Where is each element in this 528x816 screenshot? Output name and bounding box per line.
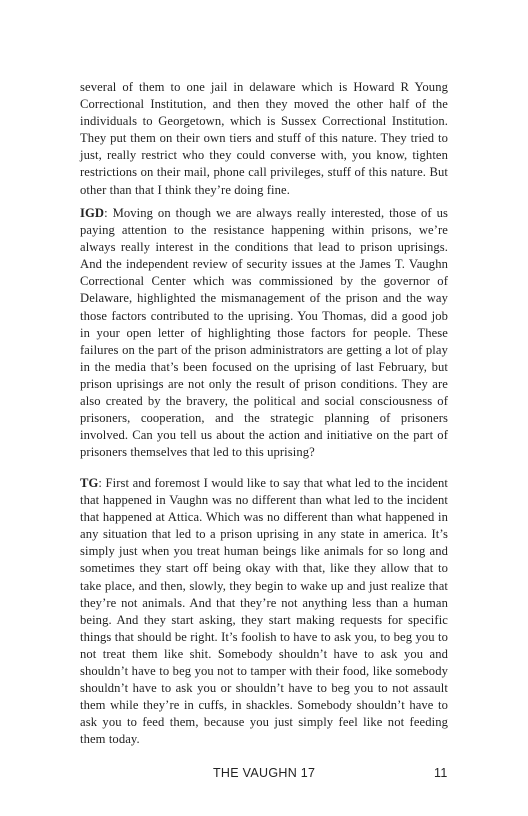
running-footer-title: THE VAUGHN 17	[213, 766, 316, 780]
paragraph-continuation	[80, 79, 448, 199]
paragraph-text: : First and foremost I would like to say that what led to the incident that happened in Vaughn was no different than what led to the incident that happened at Attica. Which was no different than what happened in any situation that led to a prison uprising in any state in america. It’s simply just when you treat human beings like animals for so long and sometimes they start off being okay with that, like they allow that to take place, and then, slowly, they begin to wake up and just realize that they’re not animals. And that they’re not anything less than a human being. And they start asking, they start making requests for specific things that should be right. It’s foolish to have to ask you, to beg you to not treat them like shit. Somebody shouldn’t have to ask you and shouldn’t have to beg you not to tamper with their food, like somebody shouldn’t have to ask you or shouldn’t have to beg you to not assault them while they’re in cuffs, in shackles. Somebody shouldn’t have to ask you to feed them, because you just simply feel like not feeding them today.	[80, 476, 448, 747]
paragraph-text: several of them to one jail in delaware which is Howard R Young Correctional Institution, and then they moved the other half of the individuals to Georgetown, which is Sussex Correctional Institution. They put them on their own tiers and stuff of this nature. They tried to just, really restrict who they could converse with, you know, tighten restrictions on their mail, phone call privileges, stuff of this nature. But other than that I think they’re doing fine.	[80, 80, 448, 197]
speaker-label: TG	[80, 476, 99, 490]
paragraph-igd-question	[80, 205, 448, 461]
speaker-label: IGD	[80, 206, 105, 220]
page-number: 11	[434, 766, 448, 780]
paragraph-text: : Moving on though we are always really interested, those of us paying attention to the resistance happening within prisons, we’re always really interest in the conditions that lead to prison uprisings. And the independent review of security issues at the James T. Vaughn Correctional Center which was commissioned by the governor of Delaware, highlighted the mismanagement of the prison and the way those factors contributed to the uprising. You Thomas, did a good job in your open letter of highlighting those factors for people. These failures on the part of the prison administrators are getting a lot of play in the media that’s been focused on the uprising of last February, but prison uprisings are not only the result of prison conditions. They are also created by the bravery, the political and social consciousness of prisoners, cooperation, and the strategic planning of prisoners involved. Can you tell us about the action and initiative on the part of prisoners themselves that led to this uprising?	[80, 206, 448, 460]
paragraph-tg-answer	[80, 475, 448, 749]
